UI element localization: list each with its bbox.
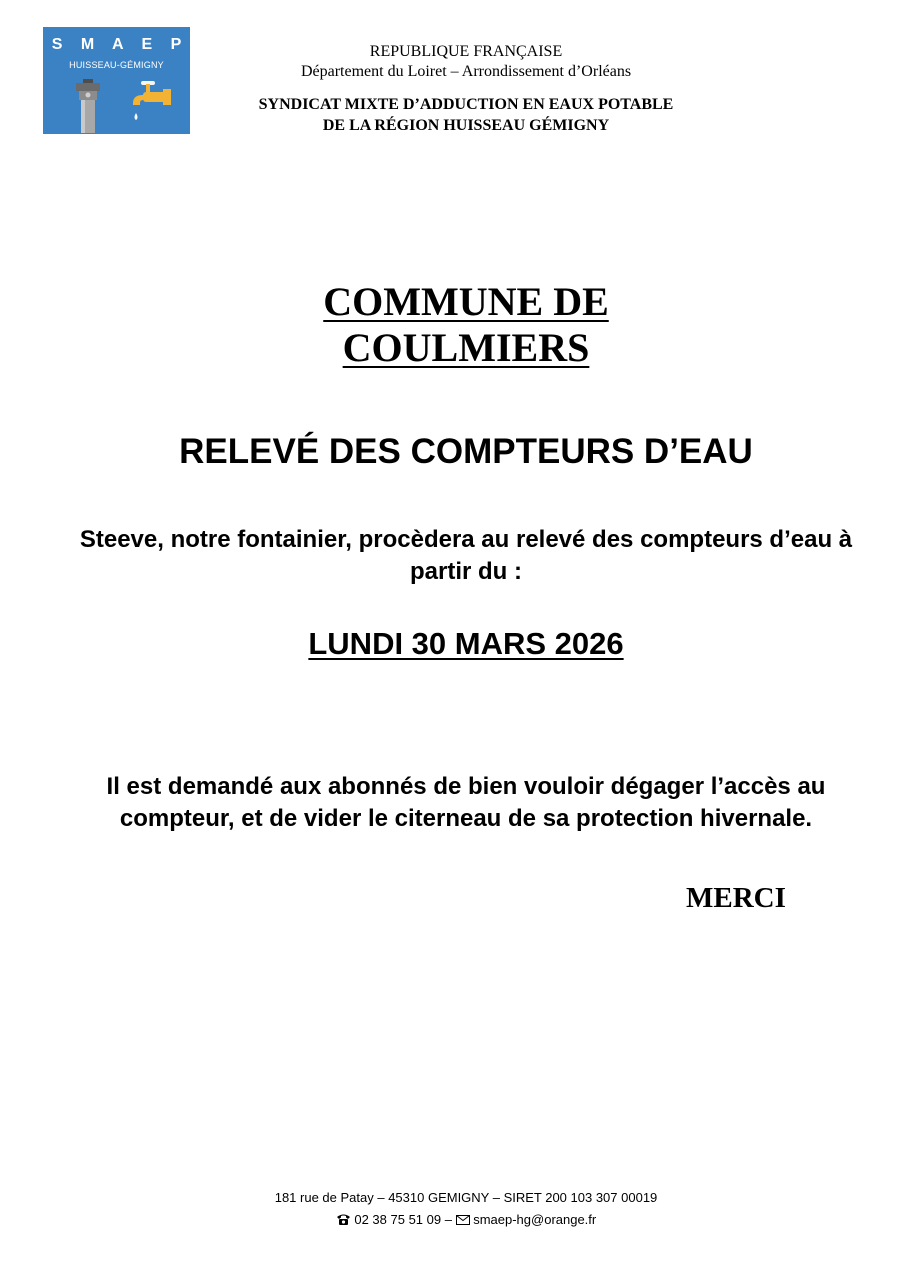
intro-paragraph: Steeve, notre fontainier, procèdera au relevé des compteurs d’eau à partir du : — [79, 526, 853, 585]
header-department: Département du Loiret – Arrondissement d’Orléans — [300, 63, 632, 80]
phone-icon — [336, 1213, 351, 1229]
request-paragraph: Il est demandé aux abonnés de bien vouloir dégager l’accès au compteur, et de vider le citerneau de sa protection hivernale. — [106, 773, 826, 832]
header-syndicate-line2: DE LA RÉGION HUISSEAU GÉMIGNY — [322, 117, 610, 134]
footer-phone: 02 38 75 51 09 — [354, 1212, 442, 1227]
thanks-text: MERCI — [686, 882, 786, 914]
envelope-icon — [456, 1213, 470, 1228]
logo-subtitle: HUISSEAU-GÉMIGNY — [69, 60, 164, 70]
footer-contact — [0, 1212, 900, 1229]
commune-title-line2: COULMIERS — [342, 325, 590, 370]
header-republic: REPUBLIQUE FRANÇAISE — [369, 43, 563, 60]
notice-heading: RELEVÉ DES COMPTEURS D’EAU — [179, 432, 753, 471]
water-tap-icon — [133, 81, 171, 120]
logo-title: S M A E P — [51, 36, 189, 53]
header-syndicate-line1: SYNDICAT MIXTE D’ADDUCTION EN EAUX POTABLE — [258, 96, 674, 113]
smaep-logo — [43, 27, 190, 134]
footer-address: 181 rue de Patay – 45310 GEMIGNY – SIRET 200 103 307 00019 — [274, 1190, 658, 1205]
commune-title-line1: COMMUNE DE — [323, 279, 609, 324]
footer-separator: – — [441, 1212, 456, 1227]
reading-date: LUNDI 30 MARS 2026 — [308, 626, 624, 661]
water-tower-icon — [76, 79, 100, 133]
footer-email[interactable]: smaep-hg@orange.fr — [473, 1212, 597, 1227]
logo-artwork — [43, 75, 190, 134]
